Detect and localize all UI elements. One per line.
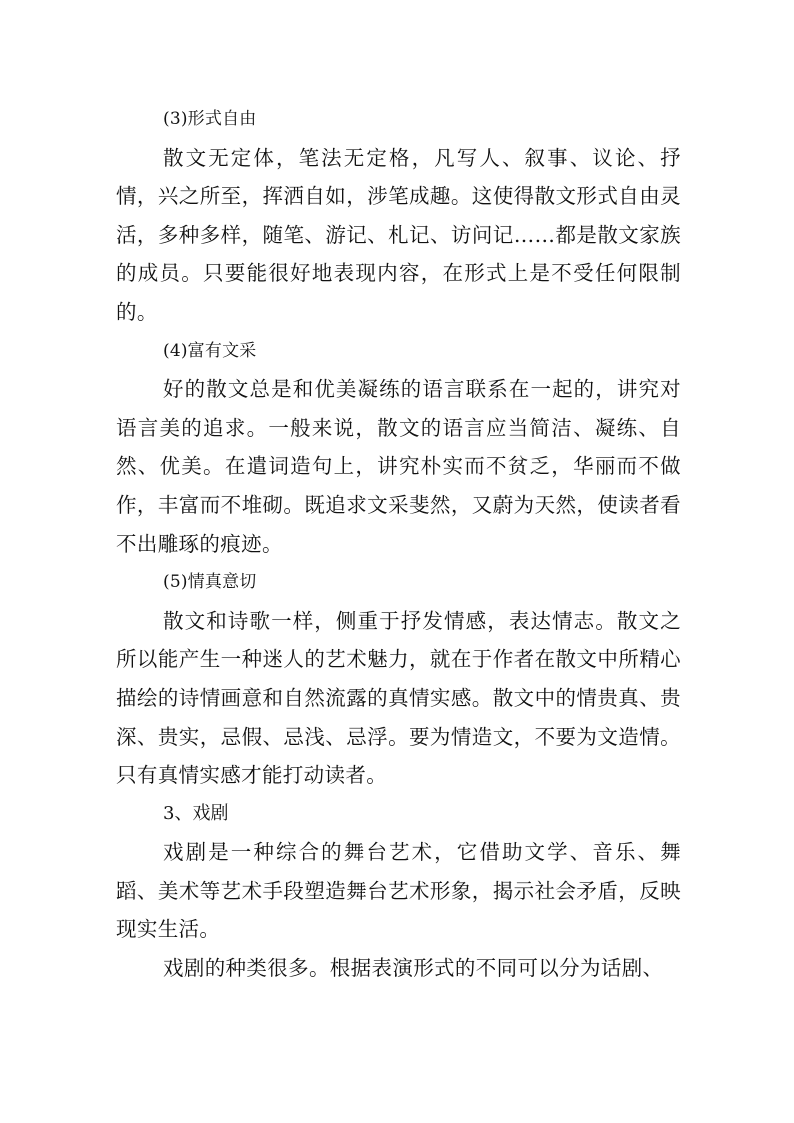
paragraph-true-feelings: 散文和诗歌一样，侧重于抒发情感，表达情志。散文之所以能产生一种迷人的艺术魅力，就在于作者在散文中所精心描绘的诗情画意和自然流露的真情实感。散文中的情贵真、贵深、贵实，忌假、忌浅、忌浮。要为情造文，不要为文造情。只有真情实感才能打动读者。	[116, 608, 681, 788]
paragraph-drama-types: 戏剧的种类很多。根据表演形式的不同可以分为话剧、	[163, 956, 664, 981]
paragraph-literary-grace: 好的散文总是和优美凝练的语言联系在一起的，讲究对语言美的追求。一般来说，散文的语言应当简洁、凝练、自然、优美。在遣词造句上，讲究朴实而不贫乏，华丽而不做作，丰富而不堆砌。既追求文采斐然，又蔚为天然，使读者看不出雕琢的痕迹。	[116, 377, 681, 556]
subheading-form-freedom: (3)形式自由	[163, 109, 257, 129]
document-body	[116, 100, 681, 988]
subheading-literary-grace: (4)富有文采	[163, 340, 257, 361]
subheading-true-feelings: (5)情真意切	[163, 572, 257, 593]
paragraph-form-freedom: 散文无定体，笔法无定格，凡写人、叙事、议论、抒情，兴之所至，挥洒自如，涉笔成趣。这使得散文形式自由灵活，多种多样，随笔、游记、札记、访问记……都是散文家族的成员。只要能很好地表现内容，在形式上是不受任何限制的。	[116, 145, 681, 324]
paragraph-drama-definition: 戏剧是一种综合的舞台艺术，它借助文学、音乐、舞蹈、美术等艺术手段塑造舞台艺术形象，揭示社会矛盾，反映现实生活。	[116, 840, 681, 942]
section-heading-drama: 3、戏剧	[163, 802, 229, 824]
